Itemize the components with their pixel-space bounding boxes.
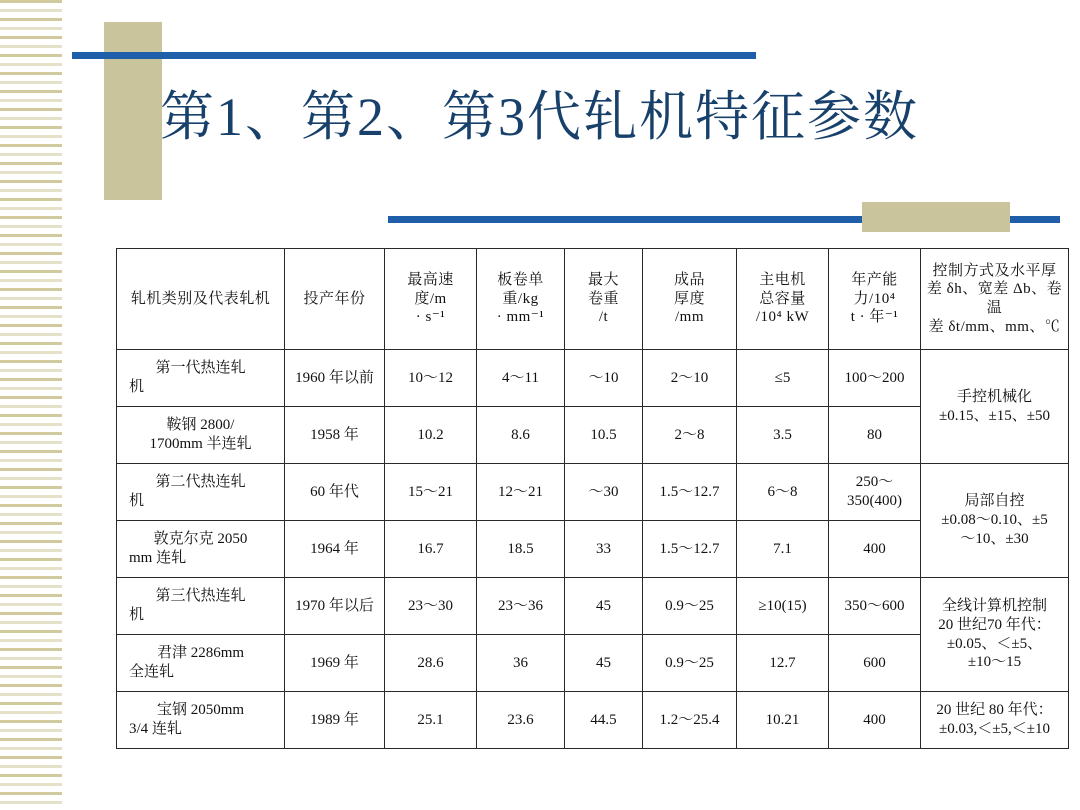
cell-control-mode-gen1 (921, 350, 1069, 464)
note-line: ±0.15、±15、±50 (939, 407, 1050, 424)
cell-coil-unit-weight: 23～36 (477, 578, 565, 635)
decorative-stripe-band (0, 0, 62, 810)
cell-max-speed: 25.1 (385, 692, 477, 749)
cell-coil-unit-weight: 4～11 (477, 350, 565, 407)
cell-coil-unit-weight: 36 (477, 635, 565, 692)
cell-max-speed: 15～21 (385, 464, 477, 521)
cell-annual-capacity: 350～600 (829, 578, 921, 635)
cell-motor-capacity: ≥10(15) (737, 578, 829, 635)
cell-max-speed: 10.2 (385, 407, 477, 464)
cell-control-mode-gen3 (921, 578, 1069, 692)
cell-motor-capacity: 6～8 (737, 464, 829, 521)
cell-motor-capacity: 12.7 (737, 635, 829, 692)
cell-coil-unit-weight: 23.6 (477, 692, 565, 749)
cell-product-thickness: 1.5～12.7 (643, 464, 737, 521)
cell-mill-type (117, 521, 285, 578)
note-line: ±0.03,＜±5,＜±10 (939, 721, 1050, 737)
rolling-mill-parameters-table (116, 248, 1069, 749)
cell-motor-capacity: 7.1 (737, 521, 829, 578)
cell-line: 敦克尔克 2050 (153, 531, 248, 548)
cell-control-mode-1980s (921, 692, 1069, 749)
header-cell-annual-capacity (829, 249, 921, 350)
header-line: 卷重 (587, 290, 619, 307)
table-body (117, 350, 1069, 749)
note-line: 20 世纪70 年代： (938, 616, 1051, 633)
cell-line: 3/4 连轧 (129, 721, 182, 737)
cell-product-thickness: 0.9～25 (643, 635, 737, 692)
header-line: 力/10⁴ (853, 290, 896, 307)
note-line: ±0.05、＜±5、 (946, 635, 1043, 652)
header-line: 成品 (673, 271, 705, 288)
header-line: 板卷单 (497, 271, 544, 288)
note-line: ～10、±30 (960, 530, 1029, 547)
cell-product-thickness: 2～8 (643, 407, 737, 464)
table-row (117, 464, 1069, 521)
cell-annual-capacity: 400 (829, 521, 921, 578)
cell-line: 宝钢 2050mm (156, 702, 245, 719)
cell-coil-unit-weight: 18.5 (477, 521, 565, 578)
cell-product-thickness: 0.9～25 (643, 578, 737, 635)
header-line: 年产能 (851, 271, 898, 288)
parameters-table-container (116, 248, 1076, 749)
header-line: · s⁻¹ (415, 309, 446, 326)
header-cell-max-coil-weight (565, 249, 643, 350)
cell-mill-type (117, 692, 285, 749)
cell-mill-type (117, 350, 285, 407)
header-line: 总容量 (759, 290, 806, 307)
header-line: 差 δh、宽差 Δb、卷温 (926, 281, 1063, 316)
decorative-tan-block-top (104, 22, 162, 200)
cell-annual-capacity: 100～200 (829, 350, 921, 407)
cell-max-coil-weight: 33 (565, 521, 643, 578)
cell-max-coil-weight: 45 (565, 635, 643, 692)
cell-year: 1969 年 (285, 635, 385, 692)
cell-product-thickness: 2～10 (643, 350, 737, 407)
header-line: 最高速 (407, 271, 454, 288)
cell-max-speed: 10～12 (385, 350, 477, 407)
cell-max-speed: 16.7 (385, 521, 477, 578)
cell-line: 第二代热连轧 (155, 474, 246, 491)
header-line: 主电机 (759, 271, 806, 288)
cell-max-coil-weight: 44.5 (565, 692, 643, 749)
table-row (117, 350, 1069, 407)
cell-motor-capacity: ≤5 (737, 350, 829, 407)
note-line: 20 世纪 80 年代： (936, 702, 1053, 719)
note-line: 手控机械化 (956, 388, 1032, 405)
header-cell-coil-unit-weight (477, 249, 565, 350)
cell-max-coil-weight: 45 (565, 578, 643, 635)
cell-line: 机 (129, 493, 145, 509)
cell-product-thickness: 1.5～12.7 (643, 521, 737, 578)
cell-max-speed: 28.6 (385, 635, 477, 692)
cell-mill-type (117, 407, 285, 464)
cell-mill-type (117, 578, 285, 635)
table-row (117, 578, 1069, 635)
header-line: /t (598, 309, 609, 326)
header-line: 控制方式及水平厚 (932, 262, 1057, 279)
note-line: ±10～15 (967, 654, 1022, 671)
cell-annual-capacity: 400 (829, 692, 921, 749)
header-cell-product-thickness (643, 249, 737, 350)
table-row (117, 692, 1069, 749)
slide-title: 第1、第2、第3代轧机特征参数 (160, 87, 919, 147)
decorative-blue-rule-top (72, 52, 756, 59)
header-line: /mm (674, 309, 704, 326)
cell-line: 全连轧 (129, 664, 175, 680)
header-line: 厚度 (673, 290, 705, 307)
cell-control-mode-gen2 (921, 464, 1069, 578)
cell-annual-capacity: 80 (829, 407, 921, 464)
header-line: 最大 (587, 271, 619, 288)
cell-motor-capacity: 3.5 (737, 407, 829, 464)
cell-line: 第一代热连轧 (155, 360, 246, 377)
header-cell-mill-type (117, 249, 285, 350)
header-cell-control-mode (921, 249, 1069, 350)
cell-coil-unit-weight: 12～21 (477, 464, 565, 521)
cell-mill-type (117, 464, 285, 521)
cell-line: 君津 2286mm (156, 645, 245, 662)
cell-year: 1960 年以前 (285, 350, 385, 407)
cell-year: 1989 年 (285, 692, 385, 749)
cell-line: 1700mm 半连轧 (149, 436, 252, 452)
header-line: 差 δt/mm、mm、℃ (928, 318, 1061, 335)
cell-motor-capacity: 10.21 (737, 692, 829, 749)
cell-line: 机 (129, 607, 145, 623)
cell-annual-capacity: 250～350(400) (829, 464, 921, 521)
header-line: t · 年⁻¹ (850, 309, 899, 326)
cell-year: 60 年代 (285, 464, 385, 521)
cell-line: 机 (129, 379, 145, 395)
cell-max-coil-weight: ～10 (565, 350, 643, 407)
header-line: 度/m (414, 290, 447, 307)
cell-year: 1958 年 (285, 407, 385, 464)
table-header (117, 249, 1069, 350)
cell-year: 1964 年 (285, 521, 385, 578)
note-line: 局部自控 (964, 493, 1025, 510)
cell-max-speed: 23～30 (385, 578, 477, 635)
cell-line: 第三代热连轧 (155, 588, 246, 605)
header-cell-motor-capacity (737, 249, 829, 350)
header-line: · mm⁻¹ (496, 309, 545, 326)
header-line: 投产年份 (303, 290, 366, 307)
note-line: ±0.08～0.10、±5 (941, 512, 1048, 529)
cell-product-thickness: 1.2～25.4 (643, 692, 737, 749)
header-line: 重/kg (502, 290, 539, 307)
header-line: 轧机类别及代表轧机 (130, 290, 271, 307)
note-line: 全线计算机控制 (941, 598, 1047, 614)
cell-mill-type (117, 635, 285, 692)
header-cell-year (285, 249, 385, 350)
cell-line: 鞍钢 2800/ (166, 417, 235, 434)
cell-coil-unit-weight: 8.6 (477, 407, 565, 464)
decorative-tan-block-right (862, 202, 1010, 232)
cell-year: 1970 年以后 (285, 578, 385, 635)
cell-line: mm 连轧 (129, 550, 187, 566)
cell-max-coil-weight: ～30 (565, 464, 643, 521)
cell-annual-capacity: 600 (829, 635, 921, 692)
cell-max-coil-weight: 10.5 (565, 407, 643, 464)
header-cell-max-speed (385, 249, 477, 350)
table-header-row (117, 249, 1069, 350)
header-line: /10⁴ kW (755, 309, 810, 326)
